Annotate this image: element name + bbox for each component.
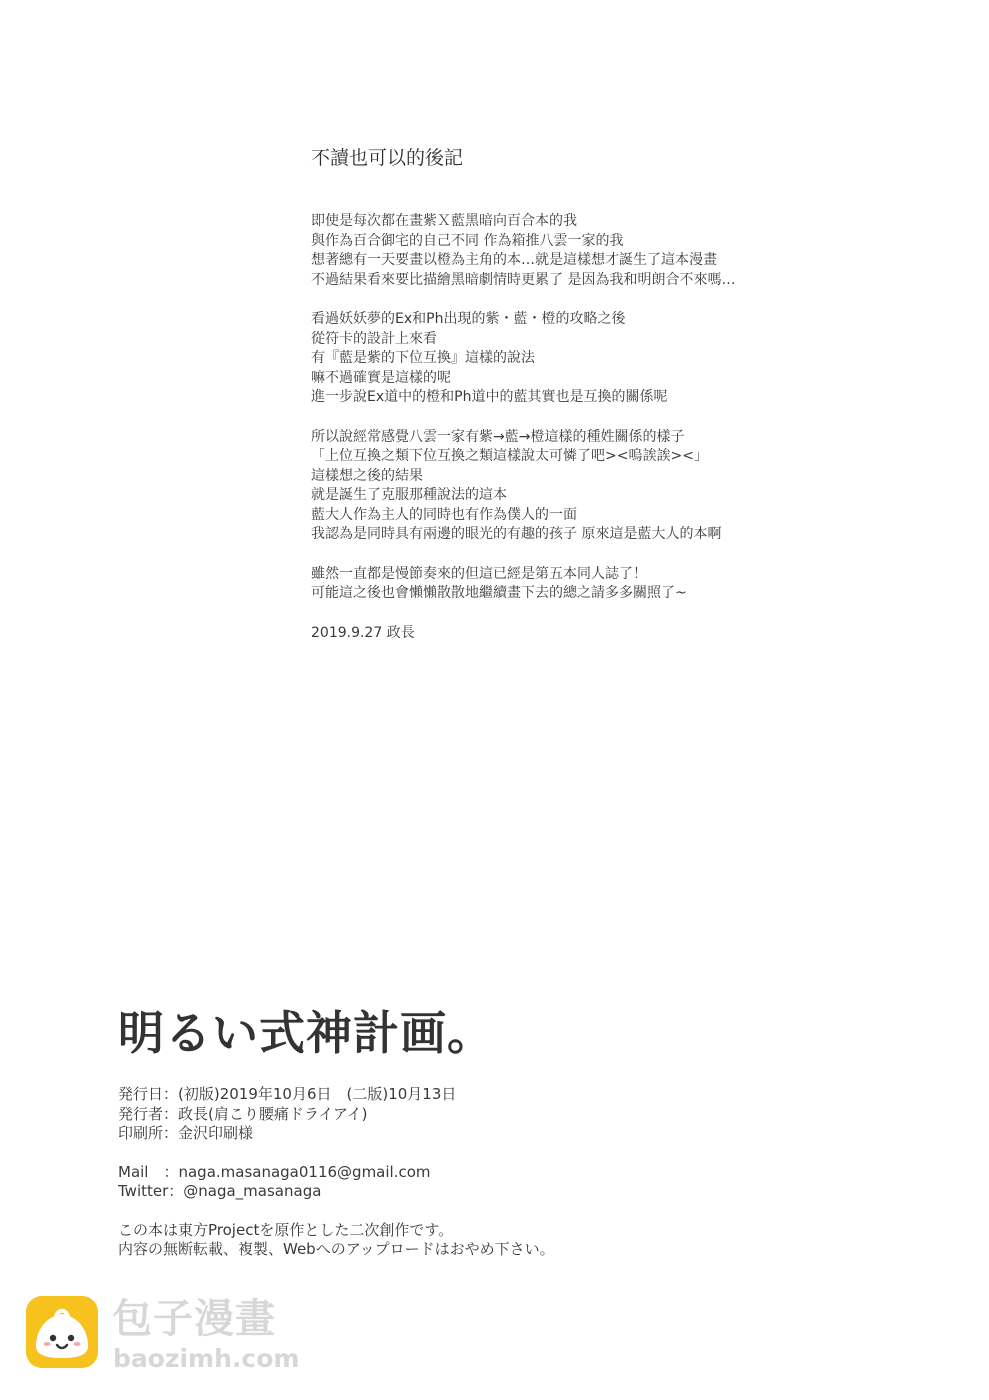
- notice-line: 内容の無断転載、複製、Webへのアップロードはおやめ下さい。: [118, 1240, 555, 1258]
- afterword-line: 不過結果看來要比描繪黑暗劇情時更累了 是因為我和明朗合不來嗎…: [311, 271, 736, 288]
- site-watermark: [26, 1294, 326, 1378]
- publisher: 発行者：政長(肩こり腰痛ドライアイ): [118, 1104, 368, 1123]
- afterword-paragraph-4: [311, 565, 951, 604]
- colophon-section: [118, 1003, 818, 1279]
- afterword-line: 可能這之後也會懶懶散散地繼續畫下去的總之請多多關照了~: [311, 585, 687, 601]
- bun-eye-left: [50, 1335, 56, 1341]
- afterword-line: 有『藍是紫的下位互換』這樣的說法: [311, 350, 535, 366]
- watermark-site-name: 包子漫畫: [112, 1296, 276, 1342]
- afterword-paragraph-1: [311, 212, 951, 290]
- afterword-line: 雖然一直都是慢節奏來的但這已經是第五本同人誌了！: [311, 565, 647, 582]
- afterword-line: 想著總有一天要畫以橙為主角的本…就是這樣想才誕生了這本漫畫: [311, 252, 717, 268]
- afterword-line: 藍大人作為主人的同時也有作為僕人的一面: [311, 506, 577, 523]
- afterword-paragraph-3: [311, 428, 951, 545]
- afterword-signature: 2019.9.27 政長: [311, 624, 415, 641]
- bun-eye-right: [68, 1335, 74, 1341]
- bun-cheek-left: [44, 1342, 51, 1346]
- afterword-line: 即使是每次都在畫紫Ｘ藍黑暗向百合本的我: [311, 213, 577, 229]
- publication-date: 発行日：(初版)2019年10月6日 (二版)10月13日: [118, 1085, 457, 1103]
- afterword-line: 進一步說Ex道中的橙和Ph道中的藍其實也是互換的關係呢: [311, 389, 668, 405]
- book-title: 明るい式神計画。: [118, 1006, 494, 1060]
- contact-mail: Mail ：naga.masanaga0116@gmail.com: [118, 1162, 431, 1181]
- bun-mascot-icon: [26, 1294, 98, 1370]
- printer: 印刷所：金沢印刷様: [118, 1124, 254, 1142]
- afterword-section: [311, 146, 951, 643]
- publication-info: [118, 1085, 818, 1144]
- bun-cheek-right: [74, 1342, 81, 1346]
- contact-info: [118, 1163, 818, 1202]
- afterword-line: 嘛不過確實是這樣的呢: [311, 369, 451, 386]
- afterword-title: 不讀也可以的後記: [311, 147, 464, 169]
- contact-twitter: Twitter：@naga_masanaga: [118, 1182, 322, 1200]
- afterword-line: 就是誕生了克服那種說法的這本: [311, 487, 507, 503]
- afterword-line: 從符卡的設計上來看: [311, 330, 437, 347]
- afterword-line: 與作為百合御宅的自己不同 作為箱推八雲一家的我: [311, 232, 624, 249]
- watermark-site-url[interactable]: baozimh.com: [113, 1344, 300, 1373]
- afterword-line: 「上位互換之類下位互換之類這樣說太可憐了吧><嗚誒誒><」: [311, 448, 708, 464]
- afterword-line: 這樣想之後的結果: [311, 467, 423, 484]
- notice-line: この本は東方Projectを原作とした二次創作です。: [118, 1220, 454, 1239]
- copyright-notice: [118, 1221, 818, 1260]
- afterword-line: 我認為是同時具有兩邊的眼光的有趣的孩子 原來這是藍大人的本啊: [311, 526, 722, 542]
- afterword-paragraph-2: [311, 310, 951, 408]
- afterword-line: 所以說經常感覺八雲一家有紫→藍→橙這樣的種姓關係的樣子: [311, 428, 685, 445]
- afterword-line: 看過妖妖夢的Ex和Ph出現的紫・藍・橙的攻略之後: [311, 311, 626, 327]
